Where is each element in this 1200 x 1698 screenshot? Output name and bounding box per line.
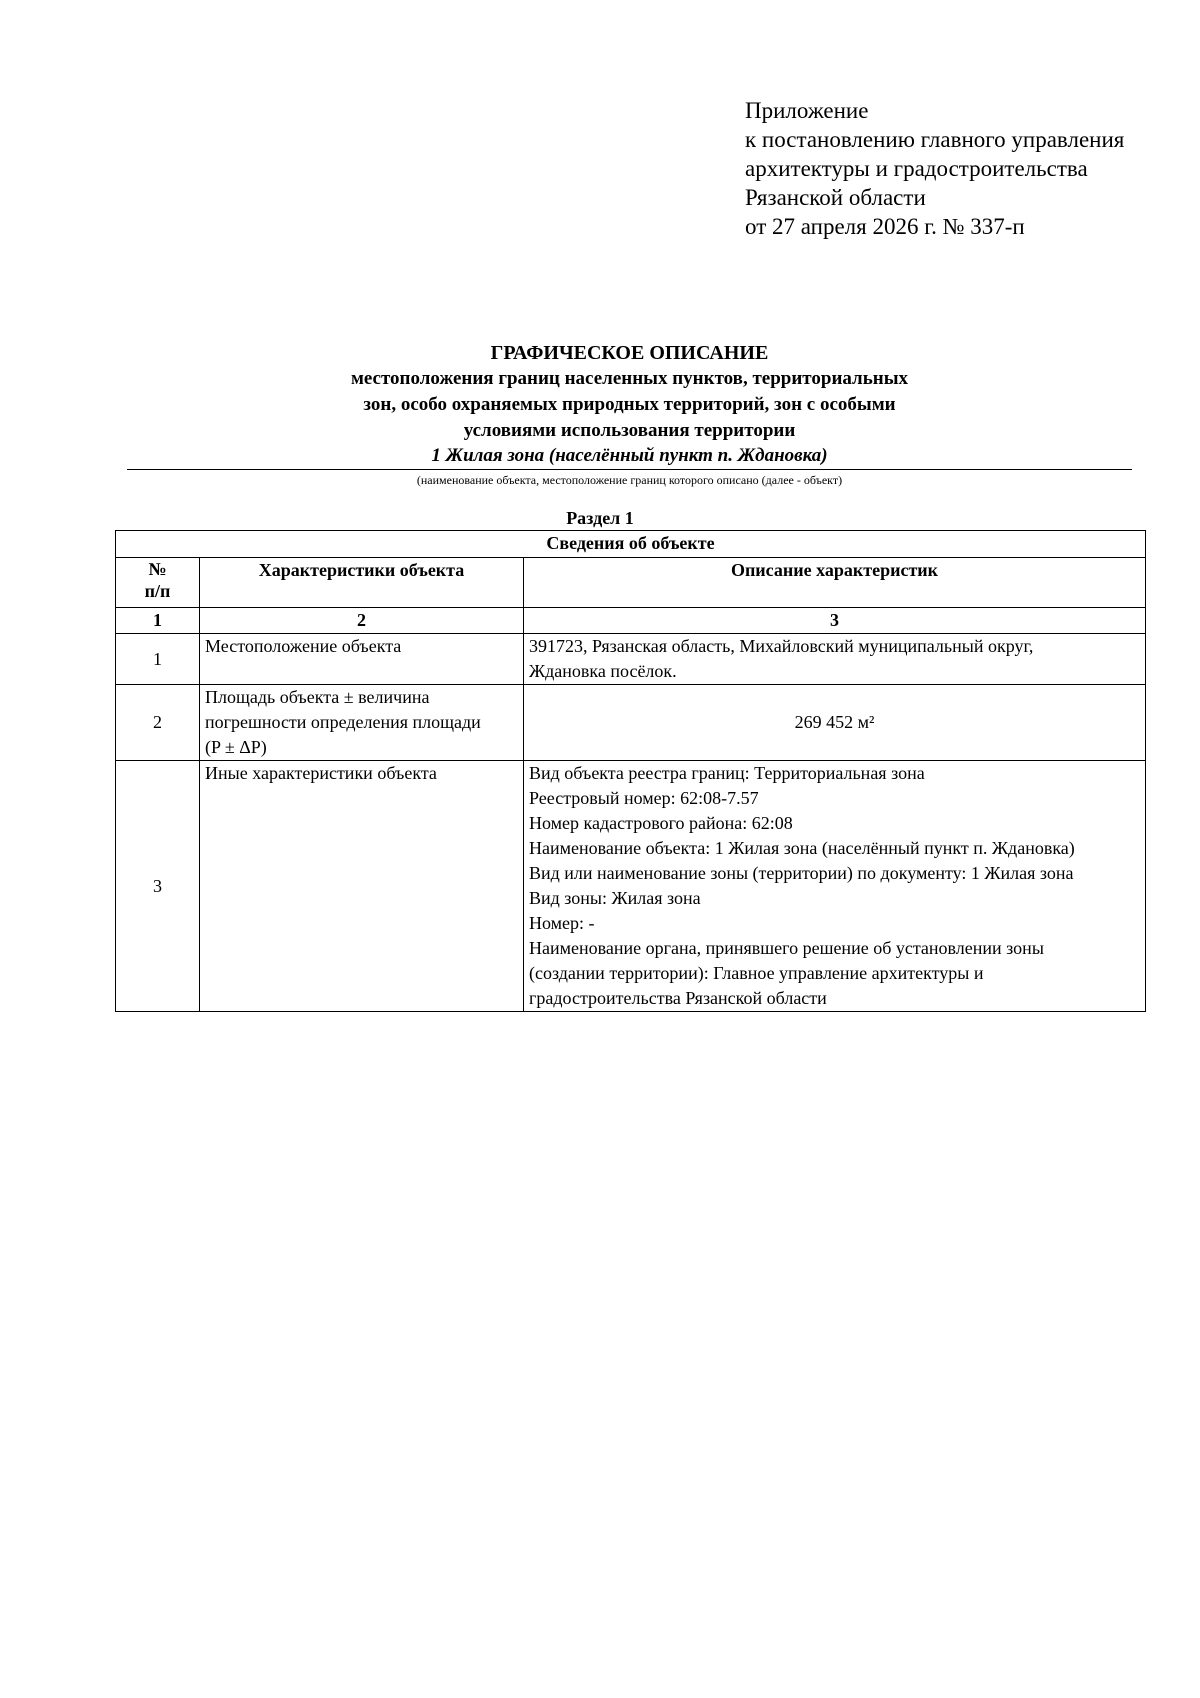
table-caption: Сведения об объекте [116,531,1146,558]
table-header-row [116,558,1146,608]
column-header-number-text: № п/п [144,559,171,601]
object-info-table [115,530,1146,1012]
document-subtitle-line: местоположения границ населенных пунктов, территориальных [350,368,909,389]
column-number: 3 [524,608,1146,634]
row-description: 269 452 м² [524,685,1146,761]
appendix-line: Приложение [745,98,869,123]
row-characteristic: Иные характеристики объекта [200,761,524,1012]
row-characteristic: Местоположение объекта [200,634,524,685]
table-row [116,634,1146,685]
table-caption-row [116,531,1146,558]
description-line: Наименование объекта: 1 Жилая зона (населённый пункт п. Ждановка) [529,838,1075,858]
row-description [524,761,1146,1012]
appendix-line: архитектуры и градостроительства [745,156,1088,181]
document-header [127,340,1132,488]
description-line: Вид объекта реестра границ: Территориальная зона [529,763,925,783]
description-line: Вид зоны: Жилая зона [529,888,701,908]
row-description [524,634,1146,685]
row-number: 1 [116,634,200,685]
description-line: Номер кадастрового района: 62:08 [529,813,793,833]
description-line: (создании территории): Главное управление архитектуры и [529,963,984,983]
description-line: Наименование органа, принявшего решение об установлении зоны [529,938,1044,958]
table-row [116,685,1146,761]
section-title: Раздел 1 [566,508,634,528]
row-number: 2 [116,685,200,761]
characteristic-line: погрешности определения площади [205,712,481,732]
description-line: 391723, Рязанская область, Михайловский муниципальный округ, [529,636,1034,656]
characteristic-line: Площадь объекта ± величина [205,687,430,707]
column-header-description: Описание характеристик [524,558,1146,608]
column-header-number [116,558,200,608]
column-header-characteristic: Характеристики объекта [200,558,524,608]
row-characteristic [200,685,524,761]
description-line: градостроительства Рязанской области [529,988,827,1008]
appendix-line: от 27 апреля 2026 г. № 337-п [745,214,1025,239]
document-title: ГРАФИЧЕСКОЕ ОПИСАНИЕ [490,342,769,364]
table-row [116,761,1146,1012]
document-subtitle-line: условиями использования территории [463,420,796,441]
column-number: 1 [116,608,200,634]
object-name: 1 Жилая зона (населённый пункт п. Ждановка) [127,444,1132,470]
description-line: Вид или наименование зоны (территории) по документу: 1 Жилая зона [529,863,1074,883]
object-caption: (наименование объекта, местоположение границ которого описано (далее - объект) [416,473,843,487]
appendix-line: Рязанской области [745,185,926,210]
appendix-line: к постановлению главного управления [745,127,1125,152]
appendix-block [745,96,1185,241]
row-number: 3 [116,761,200,1012]
column-numbers-row [116,608,1146,634]
characteristic-line: (P ± ΔP) [205,737,267,757]
description-line: Ждановка посёлок. [529,661,677,681]
description-line: Реестровый номер: 62:08-7.57 [529,788,759,808]
document-subtitle-line: зон, особо охраняемых природных территорий, зон с особыми [363,394,896,415]
description-line: Номер: - [529,913,595,933]
column-number: 2 [200,608,524,634]
